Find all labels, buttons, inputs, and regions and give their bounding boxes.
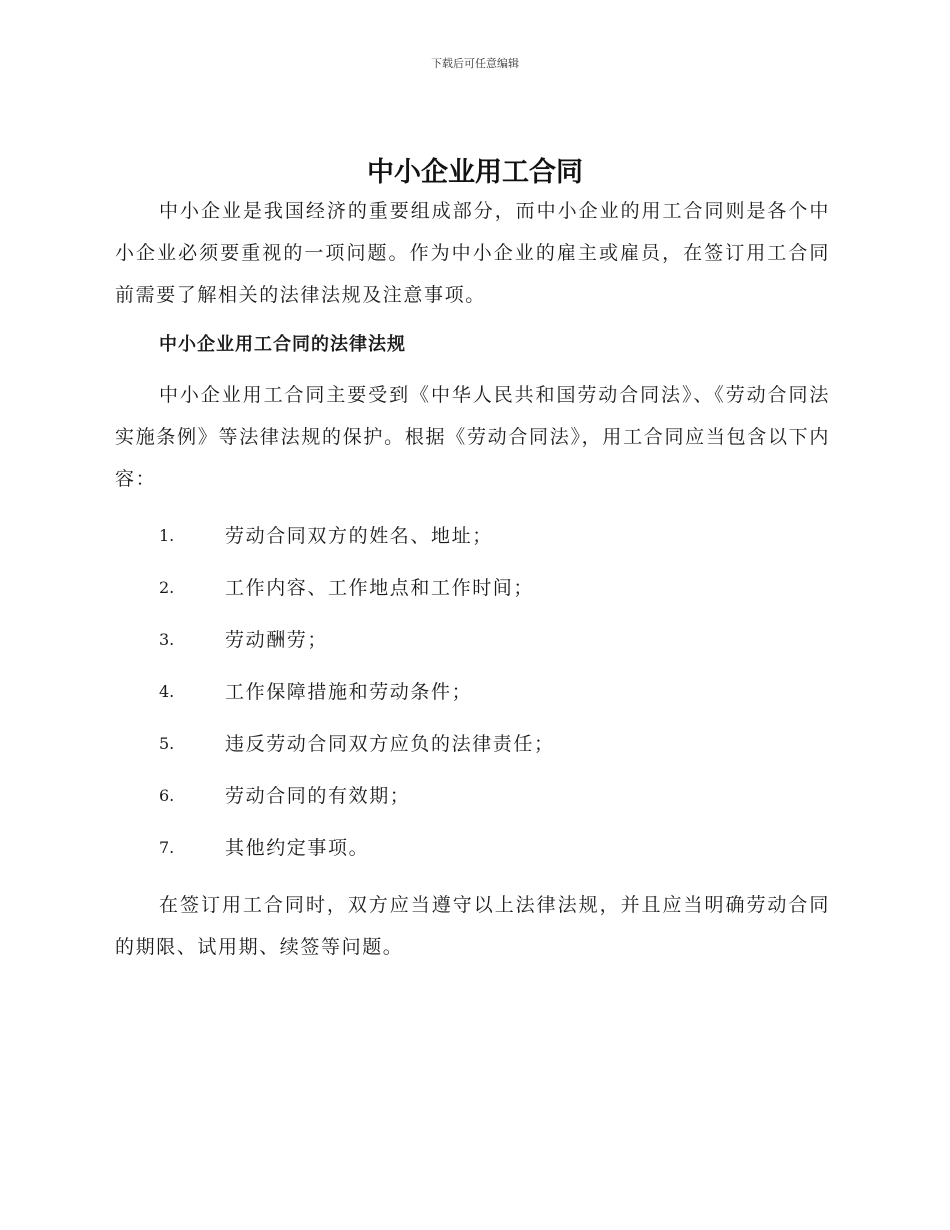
- list-item: [115, 822, 830, 874]
- list-item: [115, 666, 830, 718]
- document-title: 中小企业用工合同: [367, 157, 583, 188]
- intro-paragraph: 中小企业是我国经济的重要组成部分，而中小企业的用工合同则是各个中小企业必须要重视的一项问题。作为中小企业的雇主或雇员，在签订用工合同前需要了解相关的法律法规及注意事项。: [115, 200, 830, 306]
- closing-paragraph: 在签订用工合同时，双方应当遵守以上法律法规，并且应当明确劳动合同的期限、试用期、续签等问题。: [115, 894, 830, 958]
- list-item-number: 5.: [159, 734, 175, 753]
- list-item-number: 2.: [159, 578, 175, 597]
- list-item: [115, 718, 830, 770]
- list-item-number: 1.: [159, 526, 175, 545]
- list-item-text: 工作保障措施和劳动条件；: [225, 681, 473, 703]
- contract-items-list: [115, 510, 830, 874]
- header-note: 下载后可任意编辑: [431, 57, 519, 70]
- list-item-number: 6.: [159, 786, 175, 805]
- list-item-number: 7.: [159, 838, 175, 857]
- document-body: [115, 190, 830, 968]
- list-item-text: 劳动合同的有效期；: [225, 785, 411, 807]
- list-item-text: 劳动合同双方的姓名、地址；: [225, 525, 493, 547]
- list-item-text: 劳动酬劳；: [225, 629, 329, 651]
- section-paragraph: 中小企业用工合同主要受到《中华人民共和国劳动合同法》、《劳动合同法实施条例》等法律法规的保护。根据《劳动合同法》，用工合同应当包含以下内容：: [115, 384, 830, 490]
- list-item-text: 工作内容、工作地点和工作时间；: [225, 577, 535, 599]
- list-item: [115, 770, 830, 822]
- list-item: [115, 614, 830, 666]
- list-item-text: 其他约定事项。: [225, 837, 370, 859]
- list-item-number: 3.: [159, 630, 175, 649]
- section-heading: 中小企业用工合同的法律法规: [159, 334, 406, 355]
- list-item: [115, 510, 830, 562]
- list-item-text: 违反劳动合同双方应负的法律责任；: [225, 733, 555, 755]
- list-item: [115, 562, 830, 614]
- list-item-number: 4.: [159, 682, 175, 701]
